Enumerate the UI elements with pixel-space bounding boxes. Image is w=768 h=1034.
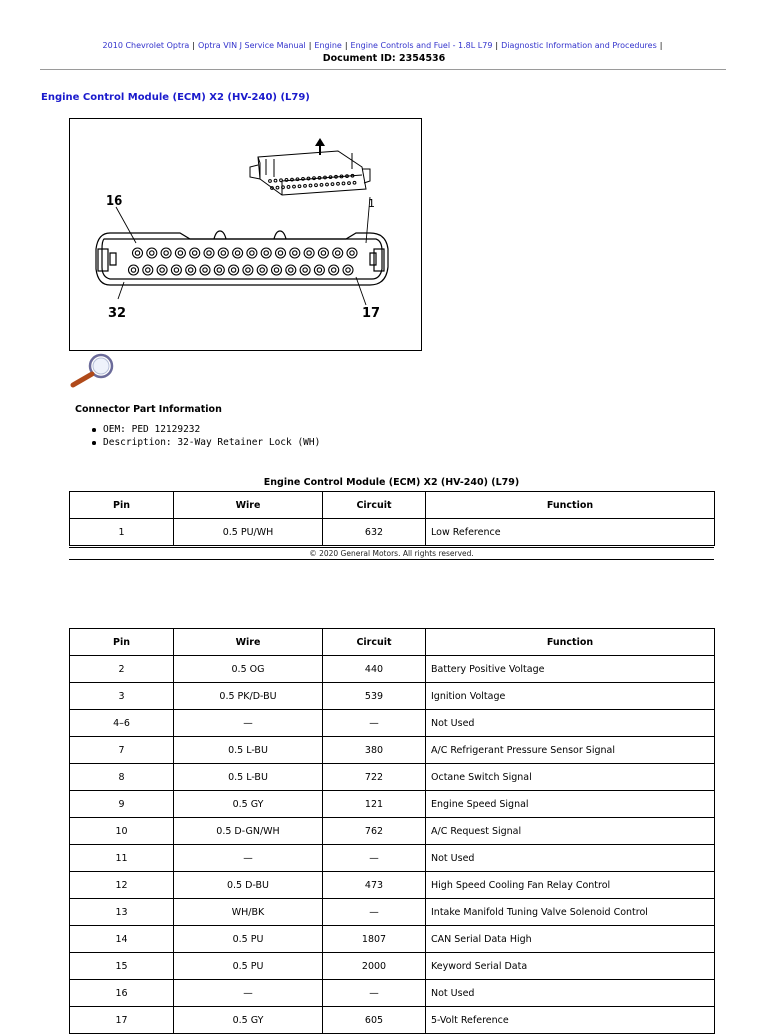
page-title: Engine Control Module (ECM) X2 (HV-240) (L79) (41, 92, 310, 103)
function-cell: CAN Serial Data High (426, 926, 715, 953)
pin-cell: 14 (70, 926, 174, 953)
column-header-wire: Wire (174, 629, 323, 656)
circuit-cell: 121 (323, 791, 426, 818)
column-header-pin: Pin (70, 629, 174, 656)
circuit-cell: 380 (323, 737, 426, 764)
function-cell: Not Used (426, 710, 715, 737)
wire-cell: WH/BK (174, 899, 323, 926)
pin-cavity-center (131, 268, 135, 272)
pin-label-17: 17 (362, 306, 381, 321)
pin-cavity-center (278, 251, 282, 255)
pin-cavity-center (235, 251, 239, 255)
pin-cavity-center (321, 251, 325, 255)
pin-cavity-center (174, 268, 178, 272)
pin-cavity-center (135, 251, 139, 255)
pin-cavity-center (317, 268, 321, 272)
breadcrumb-separator: | (659, 41, 663, 50)
pin-cavity-center (336, 251, 340, 255)
pin-cell: 13 (70, 899, 174, 926)
wire-cell: 0.5 PU (174, 926, 323, 953)
column-header-function: Function (426, 629, 715, 656)
pin-cell: 8 (70, 764, 174, 791)
pin-cavity-center (332, 268, 336, 272)
wire-cell: — (174, 845, 323, 872)
pin-cavity-center (217, 268, 221, 272)
pin-cavity-center (207, 251, 211, 255)
connector-drawing (70, 119, 421, 350)
table-header-row (70, 492, 715, 519)
pin-cavity-center (164, 251, 168, 255)
table-row (70, 1007, 715, 1034)
table-caption: Engine Control Module (ECM) X2 (HV-240) (L79) (263, 477, 520, 488)
table-row (70, 656, 715, 683)
pin-cavity-center (178, 251, 182, 255)
breadcrumb-separator: | (192, 41, 195, 50)
wire-cell: — (174, 710, 323, 737)
table-row (70, 519, 715, 546)
wire-cell: 0.5 OG (174, 656, 323, 683)
header-divider (40, 69, 726, 70)
table-row (70, 980, 715, 1007)
pin-cell: 12 (70, 872, 174, 899)
connector-info-heading: Connector Part Information (75, 404, 222, 415)
wire-cell: 0.5 D-BU (174, 872, 323, 899)
pin-cavity-center (250, 251, 254, 255)
breadcrumb-separator: | (308, 41, 312, 50)
list-item: OEM: PED 12129232 (103, 423, 320, 436)
pin-label-32: 32 (108, 306, 127, 321)
pin-cell: 11 (70, 845, 174, 872)
function-cell: Low Reference (426, 519, 715, 546)
pin-cell: 9 (70, 791, 174, 818)
pin-cell: 3 (70, 683, 174, 710)
circuit-cell: — (323, 980, 426, 1007)
circuit-cell: 2000 (323, 953, 426, 980)
pin-cell: 10 (70, 818, 174, 845)
column-header-pin: Pin (70, 492, 174, 519)
function-cell: Ignition Voltage (426, 683, 715, 710)
function-cell: Not Used (426, 845, 715, 872)
function-cell: High Speed Cooling Fan Relay Control (426, 872, 715, 899)
column-header-function: Function (426, 492, 715, 519)
pin-cavity-center (293, 251, 297, 255)
connector-info-list (75, 423, 320, 449)
circuit-cell: 722 (323, 764, 426, 791)
pin-cell: 15 (70, 953, 174, 980)
pin-cavity-center (203, 268, 207, 272)
pin-cell: 2 (70, 656, 174, 683)
pin-cell: 1 (70, 519, 174, 546)
table-row (70, 872, 715, 899)
pin-label-1: 1 (368, 197, 375, 210)
magnifier-icon[interactable] (67, 352, 117, 388)
function-cell: Battery Positive Voltage (426, 656, 715, 683)
column-header-circuit: Circuit (323, 629, 426, 656)
pinout-table-part-2 (69, 628, 715, 1034)
wire-cell: 0.5 PK/D-BU (174, 683, 323, 710)
pin-cavity-center (160, 268, 164, 272)
circuit-cell: — (323, 899, 426, 926)
circuit-cell: 632 (323, 519, 426, 546)
table-row (70, 764, 715, 791)
table-row (70, 899, 715, 926)
table-row (70, 845, 715, 872)
function-cell: A/C Refrigerant Pressure Sensor Signal (426, 737, 715, 764)
pin-cell: 4–6 (70, 710, 174, 737)
table-row (70, 926, 715, 953)
wire-cell: 0.5 L-BU (174, 737, 323, 764)
function-cell: Intake Manifold Tuning Valve Solenoid Control (426, 899, 715, 926)
function-cell: Not Used (426, 980, 715, 1007)
circuit-cell: 762 (323, 818, 426, 845)
pin-cavity-center (189, 268, 193, 272)
table-row (70, 710, 715, 737)
breadcrumb-separator: | (495, 41, 499, 50)
column-header-wire: Wire (174, 492, 323, 519)
breadcrumb-separator: | (344, 41, 348, 50)
table-row (70, 737, 715, 764)
column-header-circuit: Circuit (323, 492, 426, 519)
pin-cavity-center (221, 251, 225, 255)
wire-cell: — (174, 980, 323, 1007)
pin-cavity-center (146, 268, 150, 272)
function-cell: Octane Switch Signal (426, 764, 715, 791)
wire-cell: 0.5 L-BU (174, 764, 323, 791)
pin-cavity-center (150, 251, 154, 255)
pin-cavity-center (274, 268, 278, 272)
wire-cell: 0.5 PU (174, 953, 323, 980)
pin-cavity-center (231, 268, 235, 272)
function-cell: Engine Speed Signal (426, 791, 715, 818)
table-row (70, 683, 715, 710)
table-row (70, 953, 715, 980)
function-cell: A/C Request Signal (426, 818, 715, 845)
pin-cavity-center (303, 268, 307, 272)
circuit-cell: 605 (323, 1007, 426, 1034)
pin-cavity-center (289, 268, 293, 272)
pinout-table-part-1 (69, 491, 715, 546)
wire-cell: 0.5 GY (174, 1007, 323, 1034)
pin-cavity-center (260, 268, 264, 272)
circuit-cell: 539 (323, 683, 426, 710)
circuit-cell: — (323, 710, 426, 737)
breadcrumb-link-vehicle[interactable]: 2010 Chevrolet Optra (102, 41, 190, 50)
pin-cavity-center (264, 251, 268, 255)
breadcrumb (0, 40, 768, 52)
table-header-row (70, 629, 715, 656)
breadcrumb-link-engine-controls[interactable]: Engine Controls and Fuel - 1.8L L79 (350, 41, 493, 50)
pin-cell: 17 (70, 1007, 174, 1034)
connector-illustration (69, 118, 422, 351)
pin-cell: 16 (70, 980, 174, 1007)
breadcrumb-link-diagnostics[interactable]: Diagnostic Information and Procedures (501, 41, 657, 50)
pin-cavity-center (246, 268, 250, 272)
circuit-cell: — (323, 845, 426, 872)
function-cell: Keyword Serial Data (426, 953, 715, 980)
copyright-footer: © 2020 General Motors. All rights reserved. (69, 547, 714, 560)
wire-cell: 0.5 GY (174, 791, 323, 818)
table-row (70, 818, 715, 845)
wire-cell: 0.5 D-GN/WH (174, 818, 323, 845)
circuit-cell: 440 (323, 656, 426, 683)
pin-cavity-center (307, 251, 311, 255)
pin-cavity-center (350, 251, 354, 255)
pin-cell: 7 (70, 737, 174, 764)
circuit-cell: 1807 (323, 926, 426, 953)
breadcrumb-link-engine[interactable]: Engine (314, 41, 342, 50)
list-item: Description: 32-Way Retainer Lock (WH) (103, 437, 321, 448)
breadcrumb-link-manual[interactable]: Optra VIN J Service Manual (198, 41, 306, 50)
wire-cell: 0.5 PU/WH (174, 519, 323, 546)
pin-cavity-center (346, 268, 350, 272)
pin-cavity-center (193, 251, 197, 255)
circuit-cell: 473 (323, 872, 426, 899)
table-row (70, 791, 715, 818)
function-cell: 5-Volt Reference (426, 1007, 715, 1034)
document-id: Document ID: 2354536 (322, 53, 446, 64)
pin-label-16: 16 (106, 194, 123, 209)
